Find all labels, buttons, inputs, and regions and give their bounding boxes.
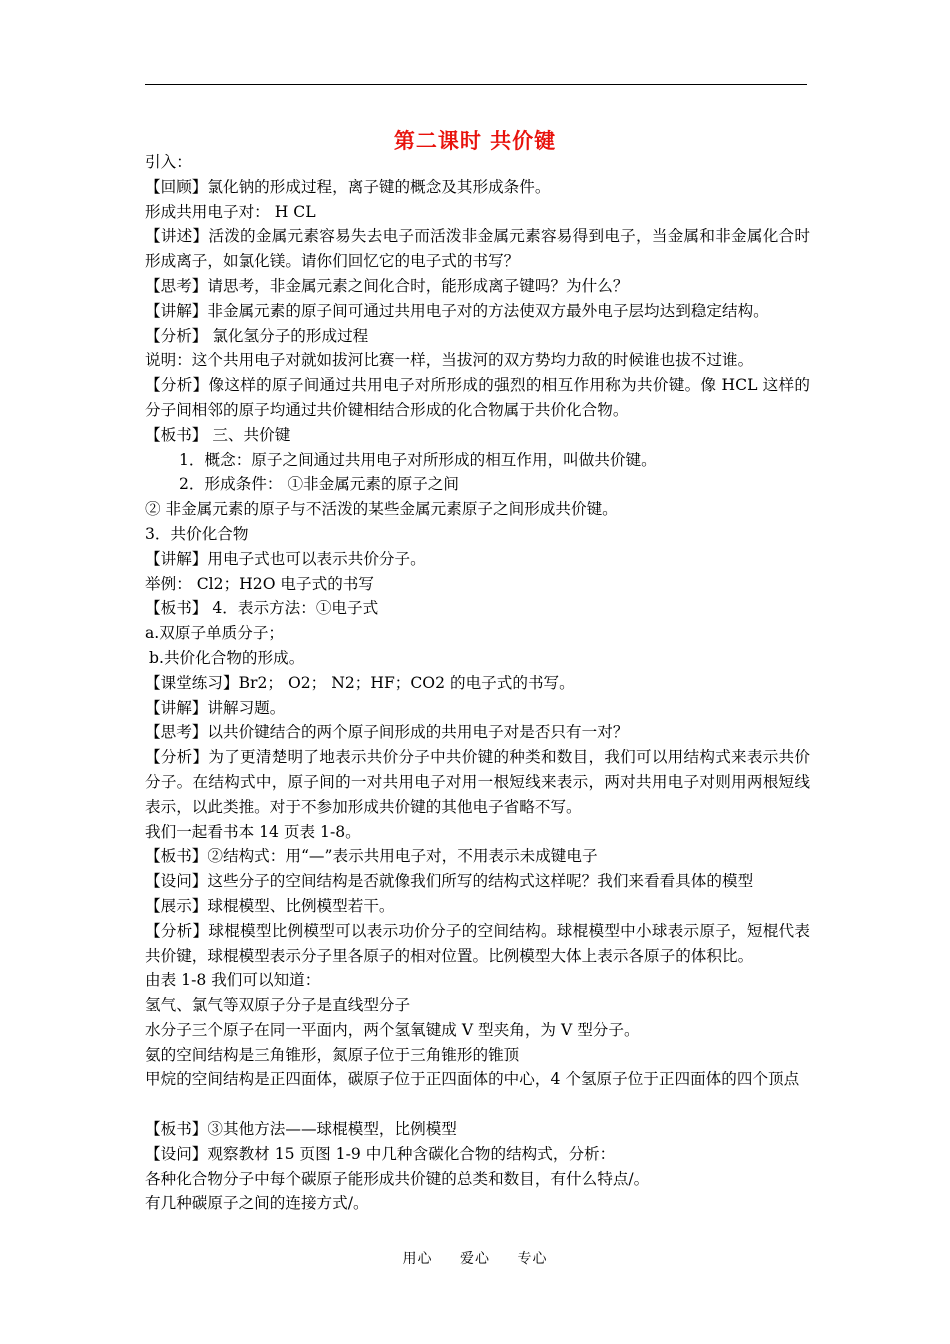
text-line: 【板书】 4．表示方法：①电子式 [145,599,379,618]
text-line: 【讲解】用电子式也可以表示共价分子。 [145,549,426,568]
page-title: 第二课时 共价键 [393,129,557,153]
text-line: 各种化合物分子中每个碳原子能形成共价键的总类和数目，有什么特点/。 [145,1169,650,1188]
text-line: 说明：这个共用电子对就如拔河比赛一样，当拔河的双方势均力敌的时候谁也拔不过谁。 [145,351,754,370]
text-line: 3．共价化合物 [145,524,249,543]
text-line: 【板书】③其他方法——球棍模型，比例模型 [145,1120,457,1139]
page-footer: 用心 爱心 专心 [402,1251,548,1267]
header-rule [145,84,807,85]
text-line: 水分子三个原子在同一平面内，两个氢氧键成 V 型夹角，为 V 型分子。 [145,1020,640,1039]
text-paragraph: 【分析】球棍模型比例模型可以表示功价分子的空间结构。球棍模型中小球表示原子，短棍代表共价键，球棍模型表示分子里各原子的相对位置。比例模型大体上表示各原子的体积比。 [145,921,810,965]
text-line: 氢气、氯气等双原子分子是直线型分子 [145,996,411,1015]
document-body [145,150,810,1216]
text-line: 【思考】请思考，非金属元素之间化合时，能形成离子键吗？为什么？ [145,276,629,295]
text-line: 【分析】 氯化氢分子的形成过程 [145,326,369,345]
text-line: 有几种碳原子之间的连接方式/。 [145,1194,369,1213]
text-line: 1．概念：原子之间通过共用电子对所形成的相互作用，叫做共价键。 [179,450,657,469]
text-line: ② 非金属元素的原子与不活泼的某些金属元素原子之间形成共价键。 [145,500,618,519]
text-line: 【讲解】非金属元素的原子间可通过共用电子对的方法使双方最外电子层均达到稳定结构。 [145,301,769,320]
text-line: 【板书】 三、共价键 [145,425,291,444]
text-line: 举例： Cl2；H2O 电子式的书写 [145,574,374,593]
text-line: 【课堂练习】Br2； O2； N2；HF；CO2 的电子式的书写。 [145,673,575,692]
text-paragraph: 【讲述】活泼的金属元素容易失去电子而活泼非金属元素容易得到电子，当金属和非金属化合时形成离子，如氯化镁。请你们回忆它的电子式的书写？ [145,227,810,271]
text-line: a.双原子单质分子； [145,624,285,643]
text-paragraph: 【分析】像这样的原子间通过共用电子对所形成的强烈的相互作用称为共价键。像 HCL 这样的分子间相邻的原子均通过共价键相结合形成的化合物属于共价化合物。 [145,376,810,419]
text-paragraph: 【分析】为了更清楚明了地表示共价分子中共价键的种类和数目，我们可以用结构式来表示共价分子。在结构式中，原子间的一对共用电子对用一根短线来表示，两对共用电子对则用两根短线表示，以此类推。对于不参加形成共价键的其他电子省略不写。 [145,748,810,816]
text-line: 【板书】②结构式：用“—”表示共用电子对，不用表示未成键电子 [145,847,598,866]
text-line: 氨的空间结构是三角锥形，氮原子位于三角锥形的锥顶 [145,1045,520,1064]
text-line: 【展示】球棍模型、比例模型若干。 [145,896,395,915]
text-line: 引入： [145,153,192,171]
text-line: 【设问】观察教材 15 页图 1-9 中几种含碳化合物的结构式，分析： [145,1144,616,1163]
text-paragraph: 甲烷的空间结构是正四面体，碳原子位于正四面体的中心，4 个氢原子位于正四面体的四个顶点 [145,1070,800,1089]
text-line: 2．形成条件： ①非金属元素的原子之间 [179,475,459,494]
text-line: b.共价化合物的形成。 [149,648,305,667]
text-line: 【讲解】讲解习题。 [145,698,286,717]
text-line: 形成共用电子对： H CL [145,202,316,221]
text-line: 我们一起看书本 14 页表 1-8。 [145,822,361,841]
text-line: 由表 1-8 我们可以知道： [145,971,321,990]
text-line: 【思考】以共价键结合的两个原子间形成的共用电子对是否只有一对？ [145,723,629,742]
text-line: 【回顾】氯化钠的形成过程，离子键的概念及其形成条件。 [145,177,551,196]
text-line: 【设问】这些分子的空间结构是否就像我们所写的结构式这样呢？我们来看看具体的模型 [145,872,754,891]
